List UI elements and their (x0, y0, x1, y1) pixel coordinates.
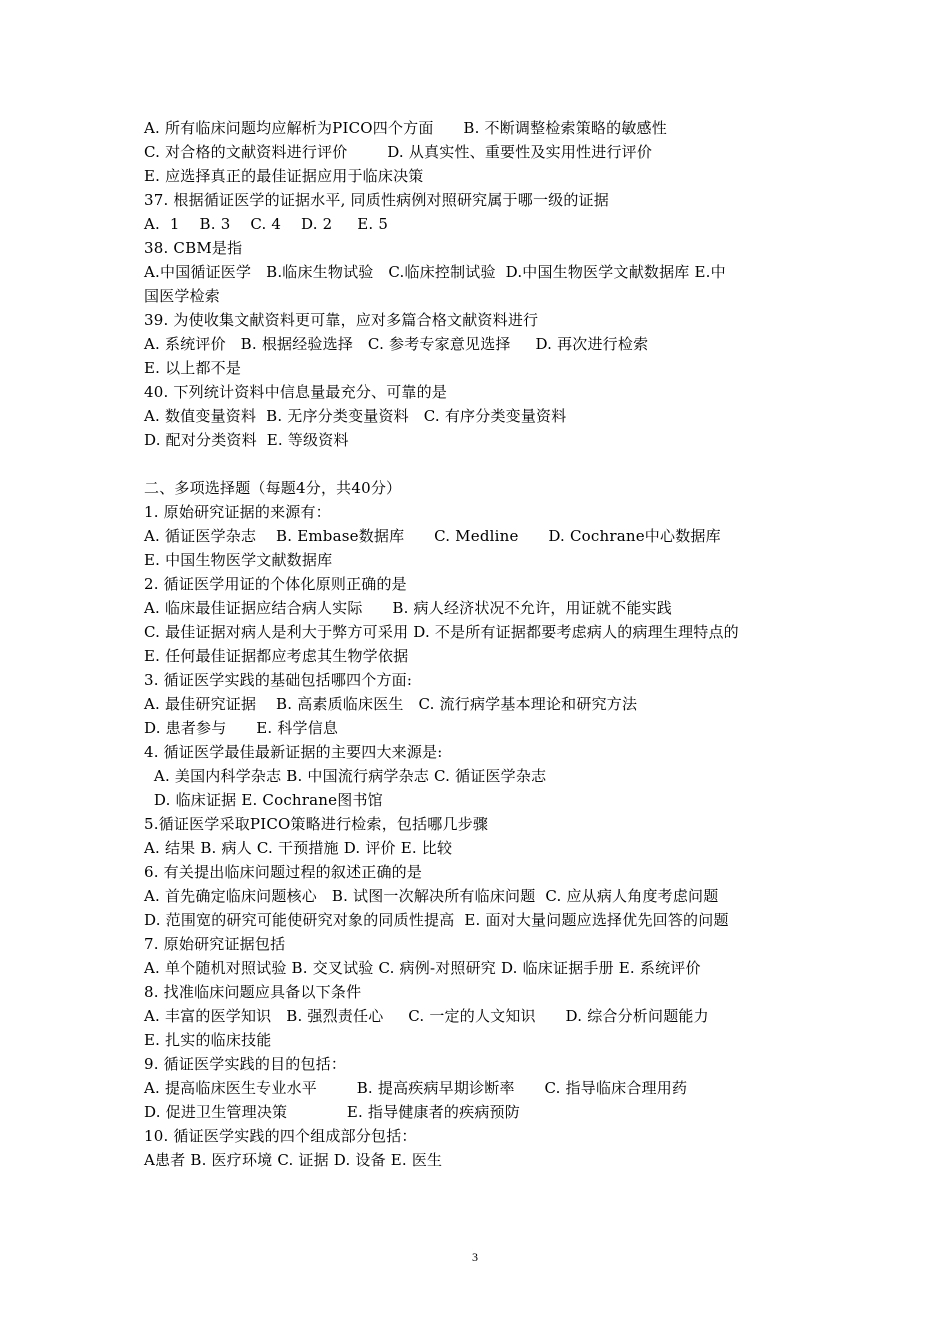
text-line: A. 数值变量资料 B. 无序分类变量资料 C. 有序分类变量资料 (144, 407, 567, 425)
text-line: A. 丰富的医学知识 B. 强烈责任心 C. 一定的人文知识 D. 综合分析问题能力 (144, 1007, 709, 1025)
text-line: A. 最佳研究证据 B. 高素质临床医生 C. 流行病学基本理论和研究方法 (144, 695, 638, 713)
text-line: A.中国循证医学 B.临床生物试验 C.临床控制试验 D.中国生物医学文献数据库 E.中 (144, 263, 726, 281)
text-line: 37. 根据循证医学的证据水平, 同质性病例对照研究属于哪一级的证据 (144, 191, 609, 209)
text-line: A. 1 B. 3 C. 4 D. 2 E. 5 (144, 215, 389, 233)
text-line: A. 结果 B. 病人 C. 干预措施 D. 评价 E. 比较 (144, 839, 453, 857)
text-line: 国医学检索 (144, 287, 221, 305)
text-line: 39. 为使收集文献资料更可靠，应对多篇合格文献资料进行 (144, 311, 539, 329)
text-line: A. 临床最佳证据应结合病人实际 B. 病人经济状况不允许，用证就不能实践 (144, 599, 672, 617)
text-line: 4. 循证医学最佳最新证据的主要四大来源是: (144, 743, 443, 761)
text-line: A. 所有临床问题均应解析为PICO四个方面 B. 不断调整检索策略的敏感性 (144, 119, 667, 137)
text-line: 8. 找准临床问题应具备以下条件 (144, 983, 362, 1001)
text-line: 3. 循证医学实践的基础包括哪四个方面: (144, 671, 413, 689)
text-line: D. 患者参与 E. 科学信息 (144, 719, 339, 737)
text-line: 10. 循证医学实践的四个组成部分包括： (144, 1127, 417, 1145)
text-line: A. 单个随机对照试验 B. 交叉试验 C. 病例-对照研究 D. 临床证据手册 E. 系统评价 (144, 959, 701, 977)
text-line: 2. 循证医学用证的个体化原则正确的是 (144, 575, 407, 593)
text-line: C. 对合格的文献资料进行评价 D. 从真实性、重要性及实用性进行评价 (144, 143, 653, 161)
text-line: E. 任何最佳证据都应考虑其生物学依据 (144, 647, 409, 665)
text-line: E. 中国生物医学文献数据库 (144, 551, 333, 569)
text-line: 6. 有关提出临床问题过程的叙述正确的是 (144, 863, 423, 881)
text-line: D. 临床证据 E. Cochrane图书馆 (144, 791, 383, 809)
text-line: 38. CBM是指 (144, 239, 243, 257)
text-line: 5.循证医学采取PICO策略进行检索，包括哪几步骤 (144, 815, 489, 833)
text-line: 二、多项选择题（每题4分，共40分） (144, 479, 402, 497)
text-line: 40. 下列统计资料中信息量最充分、可靠的是 (144, 383, 448, 401)
text-line: D. 促进卫生管理决策 E. 指导健康者的疾病预防 (144, 1103, 520, 1121)
blank-line (144, 452, 824, 476)
text-line: 9. 循证医学实践的目的包括： (144, 1055, 347, 1073)
text-line: A. 提高临床医生专业水平 B. 提高疾病早期诊断率 C. 指导临床合理用药 (144, 1079, 688, 1097)
text-line: A. 系统评价 B. 根据经验选择 C. 参考专家意见选择 D. 再次进行检索 (144, 335, 649, 353)
text-line: E. 应选择真正的最佳证据应用于临床决策 (144, 167, 424, 185)
page-number: 3 (472, 1250, 478, 1264)
text-line: C. 最佳证据对病人是利大于弊方可采用 D. 不是所有证据都要考虑病人的病理生理特点的 (144, 623, 739, 641)
text-line: 7. 原始研究证据包括 (144, 935, 286, 953)
text-line: E. 扎实的临床技能 (144, 1031, 272, 1049)
text-line: D. 配对分类资料 E. 等级资料 (144, 431, 349, 449)
text-line: A. 美国内科学杂志 B. 中国流行病学杂志 C. 循证医学杂志 (144, 767, 547, 785)
text-line: D. 范围宽的研究可能使研究对象的同质性提高 E. 面对大量问题应选择优先回答的问题 (144, 911, 729, 929)
text-line: 1. 原始研究证据的来源有： (144, 503, 331, 521)
text-line: A患者 B. 医疗环境 C. 证据 D. 设备 E. 医生 (144, 1151, 443, 1169)
text-line: A. 循证医学杂志 B. Embase数据库 C. Medline D. Cochrane中心数据库 (144, 527, 721, 545)
text-line: E. 以上都不是 (144, 359, 242, 377)
text-line: A. 首先确定临床问题核心 B. 试图一次解决所有临床问题 C. 应从病人角度考虑问题 (144, 887, 719, 905)
document-body (144, 116, 824, 1172)
